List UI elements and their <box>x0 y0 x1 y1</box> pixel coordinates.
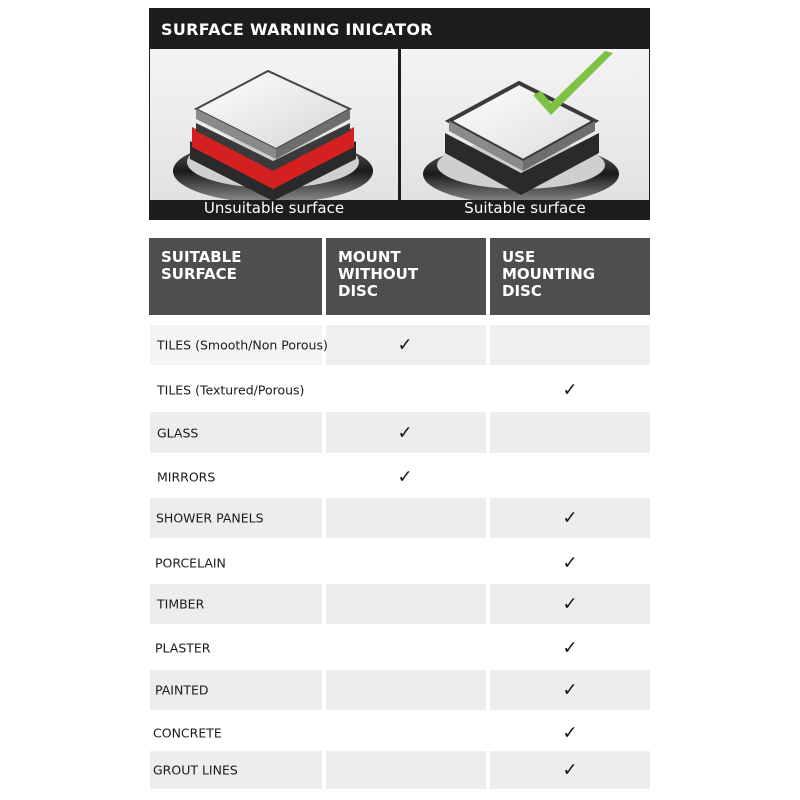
without-disc-cell <box>326 627 486 669</box>
surface-warning-banner <box>149 8 650 220</box>
surface-label: MIRRORS <box>157 469 216 485</box>
check-icon: ✓ <box>397 334 413 356</box>
surface-label: TIMBER <box>157 596 205 612</box>
with-disc-cell <box>490 325 650 365</box>
check-icon: ✓ <box>562 552 578 574</box>
check-icon: ✓ <box>562 507 578 529</box>
banner-title: SURFACE WARNING INICATOR <box>161 20 433 39</box>
with-disc-cell <box>490 456 650 498</box>
unsuitable-surface-caption: Unsuitable surface <box>203 199 345 217</box>
check-icon: ✓ <box>562 759 578 781</box>
table-row <box>0 627 800 669</box>
without-disc-cell <box>326 751 486 789</box>
without-disc-cell <box>326 714 486 751</box>
suitable-mount-illustration <box>401 49 649 200</box>
surface-label: PORCELAIN <box>155 555 226 571</box>
surface-label: GLASS <box>157 425 199 440</box>
check-icon: ✓ <box>397 466 413 488</box>
surface-label: PLASTER <box>155 640 211 656</box>
without-disc-cell <box>326 670 486 710</box>
check-icon: ✓ <box>562 593 578 615</box>
header-suitable-surface <box>149 238 322 315</box>
header-use-mounting-disc-label: USE MOUNTING DISC <box>502 248 596 300</box>
header-suitable-surface-label: SUITABLE SURFACE <box>161 248 242 283</box>
header-mount-without-disc-label: MOUNT WITHOUT DISC <box>338 248 419 300</box>
table-row <box>0 584 800 624</box>
table-row <box>0 670 800 710</box>
check-icon: ✓ <box>397 422 413 443</box>
check-icon: ✓ <box>562 379 578 401</box>
suitable-surface-image <box>401 49 649 200</box>
surface-label: PAINTED <box>155 682 209 698</box>
surface-label: GROUT LINES <box>153 762 238 778</box>
table-row <box>0 456 800 498</box>
header-mount-without-disc <box>326 238 486 315</box>
without-disc-cell <box>326 542 486 584</box>
check-icon: ✓ <box>562 722 578 743</box>
header-use-mounting-disc <box>490 238 650 315</box>
table-row <box>0 714 800 751</box>
surface-label: SHOWER PANELS <box>156 510 264 526</box>
surface-label: TILES (Smooth/Non Porous) <box>157 337 328 353</box>
table-row <box>0 542 800 584</box>
table-row <box>0 751 800 789</box>
table-row <box>0 498 800 538</box>
without-disc-cell <box>326 368 486 412</box>
unsuitable-surface-image <box>150 49 398 200</box>
surface-label: CONCRETE <box>153 725 222 740</box>
table-row <box>0 412 800 453</box>
check-icon: ✓ <box>562 637 578 659</box>
green-check-icon <box>533 51 613 115</box>
table-row <box>0 325 800 365</box>
without-disc-cell <box>326 584 486 624</box>
suitable-surface-caption: Suitable surface <box>464 199 586 217</box>
with-disc-cell <box>490 412 650 453</box>
surface-label: TILES (Textured/Porous) <box>157 382 305 398</box>
check-icon: ✓ <box>562 679 578 701</box>
without-disc-cell <box>326 498 486 538</box>
table-row <box>0 368 800 412</box>
unsuitable-mount-illustration <box>150 49 398 200</box>
